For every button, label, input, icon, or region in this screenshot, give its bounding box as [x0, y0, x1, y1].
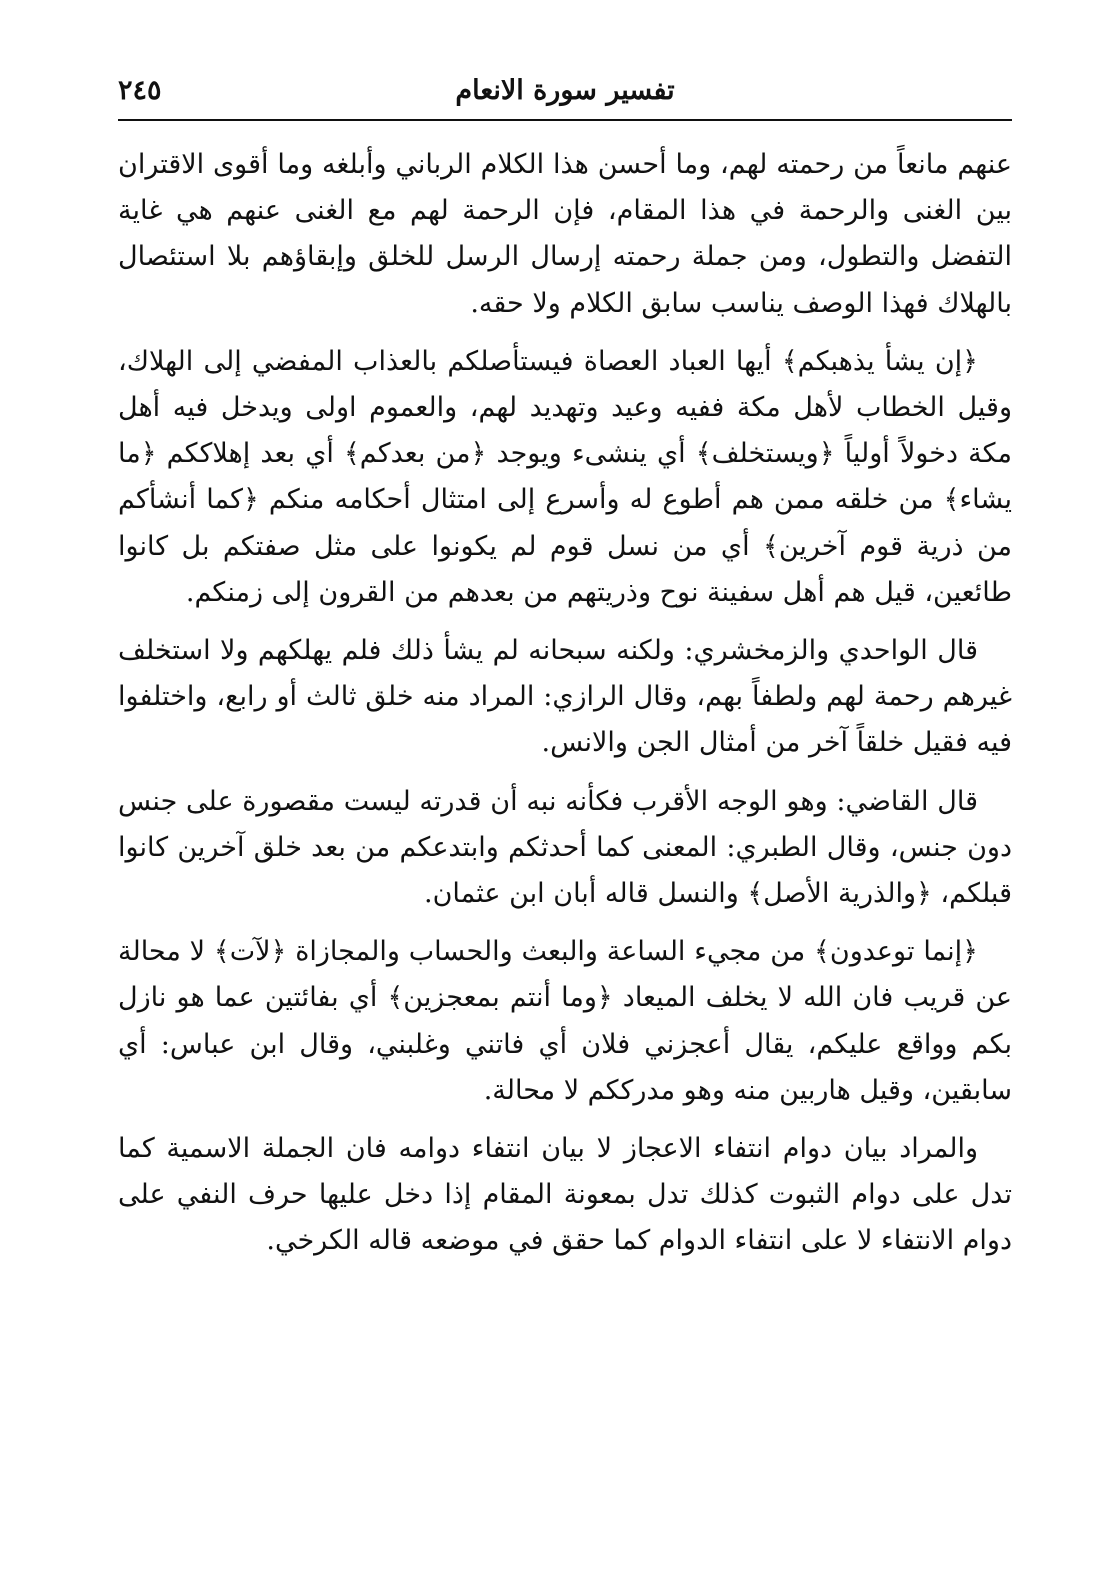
paragraph-4: قال القاضي: وهو الوجه الأقرب فكأنه نبه أن قدرته ليست مقصورة على جنس دون جنس، وقال الطبري: المعنى كما أحدثكم وابتدعكم من بعد خلق آخرين كانوا قبلكم، ﴿والذرية الأصل﴾ والنسل قاله أبان ابن عثمان. — [118, 785, 1012, 910]
paragraph-3: قال الواحدي والزمخشري: ولكنه سبحانه لم يشأ ذلك فلم يهلكهم ولا استخلف غيرهم رحمة لهم ولطفاً بهم، وقال الرازي: المراد منه خلق ثالث أو رابع، واختلفوا فيه فقيل خلقاً آخر من أمثال الجن والانس. — [118, 635, 1012, 759]
page-body — [118, 142, 1012, 1277]
paragraph-2: ﴿إن يشأ يذهبكم﴾ أيها العباد العصاة فيستأصلكم بالعذاب المفضي إلى الهلاك، وقيل الخطاب لأهل مكة ففيه وعيد وتهديد لهم، والعموم اولى ويدخل فيه أهل مكة دخولاً أولياً ﴿ويستخلف﴾ أي ينشىء ويوجد ﴿من بعدكم﴾ أي بعد إهلاككم ﴿ما يشاء﴾ من خلقه ممن هم أطوع له وأسرع إلى امتثال أحكامه منكم ﴿كما أنشأكم من ذرية قوم آخرين﴾ أي من نسل قوم لم يكونوا على مثل صفتكم بل كانوا طائعين، قيل هم أهل سفينة نوح وذريتهم من بعدهم من القرون إلى زمنكم. — [118, 345, 1012, 608]
paragraph-1: عنهم مانعاً من رحمته لهم، وما أحسن هذا الكلام الرباني وأبلغه وما أقوى الاقتران بين الغنى والرحمة في هذا المقام، فإن الرحمة لهم مع الغنى عنهم هي غاية التفضل والتطول، ومن جملة رحمته إرسال الرسل للخلق وإبقاؤهم بلا استئصال بالهلاك فهذا الوصف يناسب سابق الكلام ولا حقه. — [118, 149, 1012, 319]
running-title: تفسير سورة الانعام — [455, 75, 675, 106]
paragraph-6: والمراد بيان دوام انتفاء الاعجاز لا بيان انتفاء دوامه فان الجملة الاسمية كما تدل على دوام الثبوت كذلك تدل بمعونة المقام إذا دخل عليها حرف النفي على دوام الانتفاء لا على انتفاء الدوام كما حقق في موضعه قاله الكرخي. — [118, 1133, 1012, 1257]
page-number: ٢٤٥ — [118, 75, 162, 106]
page-header — [118, 70, 1012, 116]
paragraph-5: ﴿إنما توعدون﴾ من مجيء الساعة والبعث والحساب والمجازاة ﴿لآت﴾ لا محالة عن قريب فان الله لا يخلف الميعاد ﴿وما أنتم بمعجزين﴾ أي بفائتين عما هو نازل بكم وواقع عليكم، يقال أعجزني فلان أي فاتني وغلبني، وقال ابن عباس: أي سابقين، وقيل هاربين منه وهو مدرككم لا محالة. — [118, 936, 1012, 1106]
header-divider — [118, 119, 1012, 121]
